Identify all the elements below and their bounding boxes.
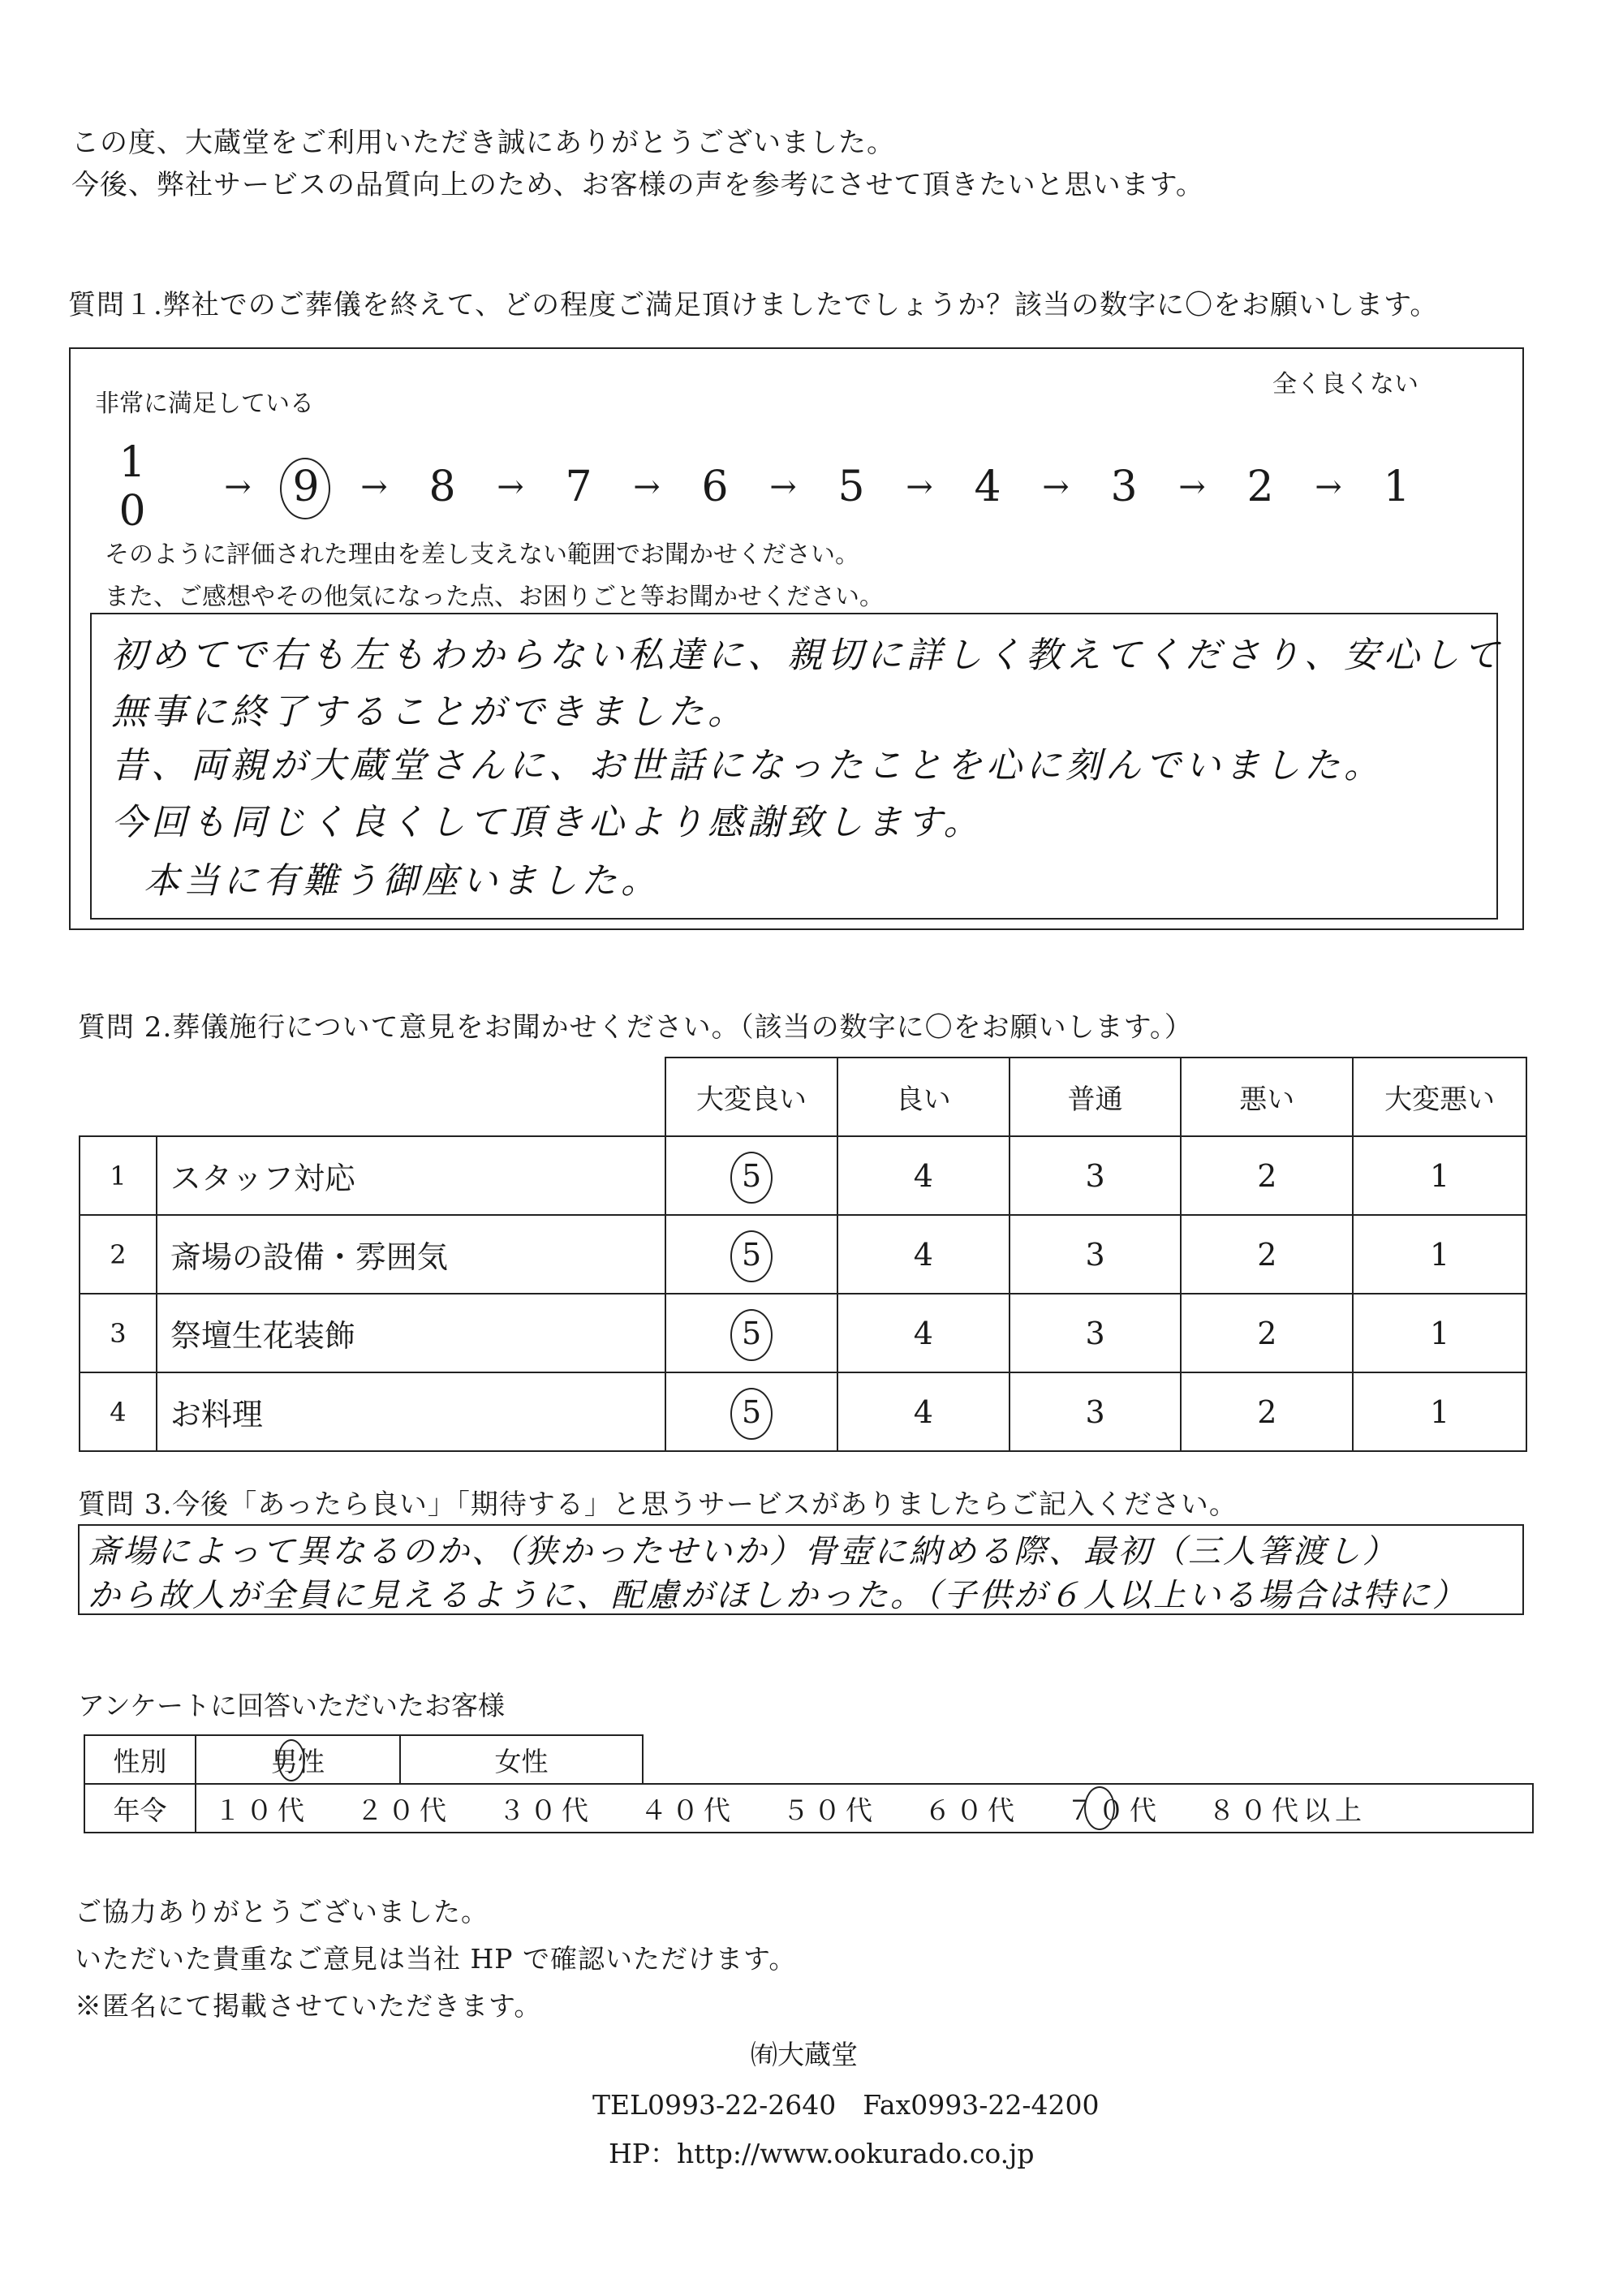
arrow-right-icon: →	[633, 468, 661, 506]
q2-row-number: 3	[80, 1294, 157, 1372]
q2-col-header: 悪い	[1181, 1058, 1353, 1136]
q2-rating-cell[interactable]	[1353, 1372, 1526, 1451]
scale-option[interactable]: 7	[565, 463, 592, 511]
scale-option[interactable]: 6	[701, 463, 729, 511]
q2-rating-value: 1	[1429, 1157, 1450, 1194]
q2-rating-value: 3	[1085, 1315, 1105, 1351]
q1-title: 質問１.弊社でのご葬儀を終えて、どの程度ご満足頂けましたでしょうか？該当の数字に〇をお願いします。	[68, 289, 1439, 321]
q2-row-label: 斎場の設備・雰囲気	[157, 1215, 665, 1294]
age-option[interactable]: １０代	[214, 1794, 309, 1826]
q1-answer-line: 今回も同じく良くして頂き心より感謝致します。	[111, 802, 984, 843]
q2-row-number: 4	[80, 1372, 157, 1451]
scale-option[interactable]: 9	[286, 463, 325, 511]
q2-rating-value: 5	[741, 1394, 762, 1430]
q1-answer-line: 本当に有難う御座いました。	[144, 860, 661, 902]
sex-option-female[interactable]	[401, 1736, 642, 1783]
age-option[interactable]: ２０代	[356, 1794, 451, 1826]
intro-line-2: 今後、弊社サービスの品質向上のため、お客様の声を参考にさせて頂きたいと思います。	[71, 169, 1204, 201]
arrow-right-icon: →	[497, 468, 524, 506]
q2-rating-value: 4	[913, 1157, 933, 1194]
q2-rating-cell[interactable]	[665, 1215, 837, 1294]
q2-rating-cell[interactable]	[665, 1294, 837, 1372]
q2-rating-value: 5	[741, 1315, 762, 1351]
q2-rating-cell[interactable]	[837, 1136, 1010, 1215]
scale-option[interactable]: 8	[428, 463, 456, 511]
q2-rating-cell[interactable]	[1010, 1215, 1182, 1294]
q2-row-label: 祭壇生花装飾	[157, 1294, 665, 1372]
scale-option[interactable]: 4	[974, 463, 1001, 511]
q2-rating-value: 3	[1085, 1157, 1105, 1194]
q1-box	[69, 347, 1524, 930]
scale-option[interactable]: 2	[1246, 463, 1274, 511]
arrow-right-icon: →	[360, 468, 388, 506]
q2-rating-cell[interactable]	[665, 1136, 837, 1215]
sex-option-male[interactable]	[196, 1736, 401, 1783]
q2-title: 質問 2.葬儀施行について意見をお聞かせください。（該当の数字に〇をお願いします。）	[78, 1011, 1193, 1044]
q2-rating-value: 2	[1257, 1394, 1277, 1430]
q2-rating-value: 3	[1085, 1394, 1105, 1430]
q2-row-number: 2	[80, 1215, 157, 1294]
q2-rating-value: 4	[913, 1315, 933, 1351]
q2-rating-value: 3	[1085, 1236, 1105, 1273]
q2-rating-cell[interactable]	[1010, 1136, 1182, 1215]
q2-rating-value: 2	[1257, 1236, 1277, 1273]
arrow-right-icon: →	[224, 468, 252, 506]
q2-col-header: 大変良い	[665, 1058, 837, 1136]
company-name: ㈲大蔵堂	[751, 2039, 858, 2070]
arrow-right-icon: →	[906, 468, 933, 506]
q2-rating-value: 5	[741, 1157, 762, 1194]
q2-header-row	[80, 1058, 1526, 1136]
q2-table-row	[80, 1136, 1526, 1215]
q3-answer-line: 斎場によって異なるのか、（狭かったせいか）骨壺に納める際、最初（三人箸渡し）	[88, 1533, 1397, 1570]
age-options	[196, 1785, 1532, 1832]
company-tel-fax: TEL0993-22-2640 Fax0993-22-4200	[592, 2089, 1100, 2121]
age-option[interactable]: ８０代以上	[1208, 1794, 1367, 1826]
q2-rating-cell[interactable]	[837, 1372, 1010, 1451]
q2-row-label: お料理	[157, 1372, 665, 1451]
q2-rating-value: 1	[1429, 1315, 1450, 1351]
q2-col-header: 普通	[1010, 1058, 1182, 1136]
age-option[interactable]: ４０代	[640, 1794, 735, 1826]
scale-option[interactable]: 5	[837, 463, 865, 511]
q2-rating-cell[interactable]	[1353, 1215, 1526, 1294]
q3-answer-box[interactable]	[78, 1524, 1524, 1615]
q2-rating-cell[interactable]	[1181, 1136, 1353, 1215]
q2-rating-table	[79, 1057, 1527, 1452]
q2-rating-cell[interactable]	[1181, 1294, 1353, 1372]
sex-label: 性別	[85, 1736, 196, 1783]
q2-rating-cell[interactable]	[837, 1215, 1010, 1294]
scale-option[interactable]: 1	[1383, 463, 1410, 511]
footer-hp-note: いただいた貴重なご意見は当社 HP で確認いただけます。	[75, 1943, 797, 1975]
q2-rating-value: 4	[913, 1236, 933, 1273]
q2-rating-cell[interactable]	[1181, 1372, 1353, 1451]
scale-option[interactable]: 3	[1110, 463, 1138, 511]
q1-label-high: 非常に満足している	[95, 390, 314, 418]
q2-rating-value: 5	[741, 1236, 762, 1273]
q1-label-low: 全く良くない	[1272, 370, 1419, 398]
q2-table-row	[80, 1294, 1526, 1372]
age-label: 年令	[85, 1785, 196, 1832]
scale-option[interactable]: 1 0	[118, 438, 170, 536]
intro-line-1: この度、大蔵堂をご利用いただき誠にありがとうございました。	[71, 127, 895, 159]
q1-answer-box[interactable]	[90, 613, 1503, 920]
q2-col-header: 良い	[837, 1058, 1010, 1136]
company-homepage-link[interactable]: HP：http://www.ookurado.co.jp	[609, 2138, 1035, 2169]
respondent-sex-row	[84, 1734, 644, 1785]
q2-rating-cell[interactable]	[665, 1372, 837, 1451]
q2-rating-cell[interactable]	[837, 1294, 1010, 1372]
sex-option-male-label: 男性	[271, 1741, 325, 1779]
q2-rating-cell[interactable]	[1353, 1136, 1526, 1215]
arrow-right-icon: →	[1042, 468, 1070, 506]
q3-title: 質問 3.今後「あったら良い」「期待する」と思うサービスがありましたらご記入ください。	[78, 1488, 1238, 1521]
q2-rating-cell[interactable]	[1010, 1294, 1182, 1372]
q2-rating-value: 2	[1257, 1315, 1277, 1351]
q1-answer-line: 無事に終了することができました。	[111, 691, 747, 733]
age-option[interactable]: ５０代	[782, 1794, 877, 1826]
q1-satisfaction-scale	[100, 438, 1416, 536]
arrow-right-icon: →	[769, 468, 797, 506]
q3-answer-line: から故人が全員に見えるように、配慮がほしかった。（子供が６人以上いる場合は特に）	[88, 1577, 1467, 1614]
q2-rating-cell[interactable]	[1181, 1215, 1353, 1294]
q1-prompt-2: また、ご感想やその他気になった点、お困りごと等お聞かせください。	[105, 583, 884, 611]
q2-row-label: スタッフ対応	[157, 1136, 665, 1215]
q2-table-row	[80, 1215, 1526, 1294]
age-option[interactable]: ６０代	[924, 1794, 1019, 1826]
age-option[interactable]: ３０代	[498, 1794, 593, 1826]
sex-option-female-label: 女性	[494, 1745, 549, 1777]
age-option[interactable]: ７０代	[1066, 1790, 1161, 1828]
q2-table-row	[80, 1372, 1526, 1451]
q2-col-header: 大変悪い	[1353, 1058, 1526, 1136]
arrow-right-icon: →	[1315, 468, 1342, 506]
q1-answer-line: 初めてで右も左もわからない私達に、親切に詳しく教えてくださり、安心して	[111, 635, 1503, 676]
q2-rating-value: 1	[1429, 1236, 1450, 1273]
q1-prompt-1: そのように評価された理由を差し支えない範囲でお聞かせください。	[105, 541, 859, 569]
q2-rating-cell[interactable]	[1010, 1372, 1182, 1451]
q2-rating-cell[interactable]	[1353, 1294, 1526, 1372]
footer-anonymous-note: ※匿名にて掲載させていただきます。	[75, 1990, 542, 2022]
q2-rating-value: 4	[913, 1394, 933, 1430]
q2-rating-value: 2	[1257, 1157, 1277, 1194]
respondent-age-row	[84, 1783, 1534, 1833]
q1-answer-line: 昔、両親が大蔵堂さんに、お世話になったことを心に刻んでいました。	[111, 745, 1384, 786]
respondent-title: アンケートに回答いただいたお客様	[78, 1690, 506, 1721]
q2-row-number: 1	[80, 1136, 157, 1215]
footer-thanks: ご協力ありがとうございました。	[75, 1896, 489, 1928]
arrow-right-icon: →	[1178, 468, 1206, 506]
q2-rating-value: 1	[1429, 1394, 1450, 1430]
